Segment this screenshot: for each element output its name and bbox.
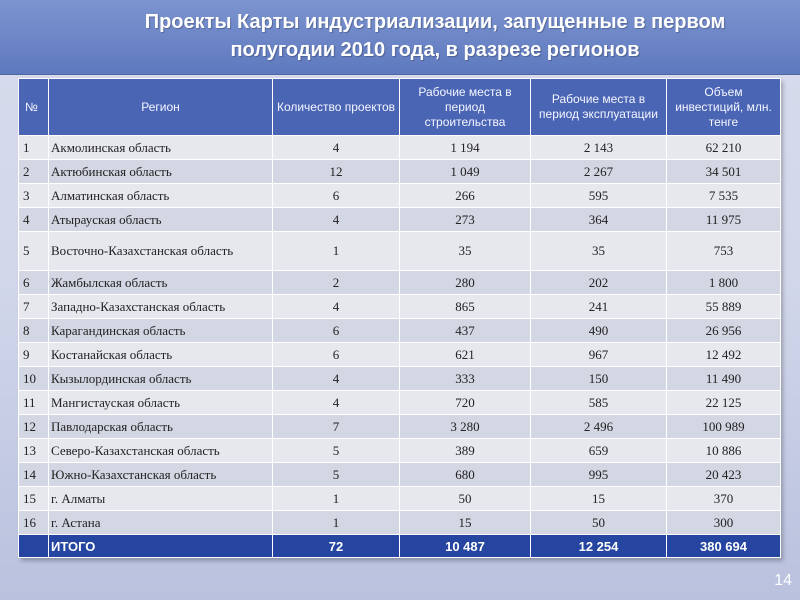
table-row xyxy=(19,487,781,511)
cell-jobs-construction: 15 xyxy=(400,511,531,535)
table-header-row xyxy=(19,79,781,136)
cell-jobs-construction: 266 xyxy=(400,184,531,208)
cell-num: 9 xyxy=(19,343,49,367)
cell-projects: 4 xyxy=(273,208,400,232)
cell-investment: 300 xyxy=(667,511,781,535)
cell-region: Актюбинская область xyxy=(49,160,273,184)
cell-region: Павлодарская область xyxy=(49,415,273,439)
title-bar xyxy=(0,0,800,75)
header-jobs-operation xyxy=(531,79,667,136)
table-row xyxy=(19,208,781,232)
table-row xyxy=(19,511,781,535)
cell-region: Западно-Казахстанская область xyxy=(49,295,273,319)
cell-jobs-construction: 3 280 xyxy=(400,415,531,439)
total-investment: 380 694 xyxy=(667,535,781,558)
cell-jobs-operation: 15 xyxy=(531,487,667,511)
regions-table-wrapper xyxy=(18,78,780,558)
cell-jobs-operation: 35 xyxy=(531,232,667,271)
cell-jobs-construction: 865 xyxy=(400,295,531,319)
cell-region: Мангистауская область xyxy=(49,391,273,415)
cell-jobs-construction: 1 049 xyxy=(400,160,531,184)
cell-jobs-construction: 333 xyxy=(400,367,531,391)
slide-title-line1: Проекты Карты индустриализации, запущенные в первом xyxy=(144,11,726,33)
table-row xyxy=(19,439,781,463)
cell-num: 14 xyxy=(19,463,49,487)
cell-num: 12 xyxy=(19,415,49,439)
cell-jobs-operation: 585 xyxy=(531,391,667,415)
table-row xyxy=(19,184,781,208)
cell-investment: 20 423 xyxy=(667,463,781,487)
header-num: № xyxy=(19,79,49,136)
cell-num: 8 xyxy=(19,319,49,343)
cell-region: Костанайская область xyxy=(49,343,273,367)
cell-projects: 7 xyxy=(273,415,400,439)
cell-region: Атырауская область xyxy=(49,208,273,232)
cell-projects: 4 xyxy=(273,136,400,160)
cell-jobs-operation: 595 xyxy=(531,184,667,208)
cell-investment: 11 975 xyxy=(667,208,781,232)
cell-projects: 5 xyxy=(273,439,400,463)
cell-num: 15 xyxy=(19,487,49,511)
cell-jobs-operation: 202 xyxy=(531,271,667,295)
cell-num: 2 xyxy=(19,160,49,184)
cell-investment: 10 886 xyxy=(667,439,781,463)
cell-region: Северо-Казахстанская область xyxy=(49,439,273,463)
cell-jobs-construction: 720 xyxy=(400,391,531,415)
table-body xyxy=(19,136,781,535)
header-investment xyxy=(667,79,781,136)
cell-num: 16 xyxy=(19,511,49,535)
cell-projects: 1 xyxy=(273,487,400,511)
cell-region: Карагандинская область xyxy=(49,319,273,343)
cell-num: 7 xyxy=(19,295,49,319)
cell-projects: 6 xyxy=(273,184,400,208)
slide-title-line2: полугодии 2010 года, в разрезе регионов xyxy=(230,39,640,61)
cell-jobs-construction: 280 xyxy=(400,271,531,295)
cell-investment: 62 210 xyxy=(667,136,781,160)
table-row xyxy=(19,463,781,487)
cell-region: Акмолинская область xyxy=(49,136,273,160)
cell-jobs-construction: 50 xyxy=(400,487,531,511)
table-row xyxy=(19,295,781,319)
cell-num: 1 xyxy=(19,136,49,160)
header-investment-label: Объем инвестиций, млн. тенге xyxy=(675,84,772,129)
cell-investment: 11 490 xyxy=(667,367,781,391)
cell-num: 13 xyxy=(19,439,49,463)
table-row xyxy=(19,160,781,184)
cell-jobs-operation: 967 xyxy=(531,343,667,367)
cell-jobs-operation: 659 xyxy=(531,439,667,463)
cell-jobs-construction: 35 xyxy=(400,232,531,271)
header-jobs-construction-label: Рабочие места в период строительства xyxy=(418,84,512,129)
cell-projects: 1 xyxy=(273,511,400,535)
cell-investment: 100 989 xyxy=(667,415,781,439)
header-jobs-operation-label: Рабочие места в период эксплуатации xyxy=(539,92,658,121)
cell-investment: 34 501 xyxy=(667,160,781,184)
cell-num: 6 xyxy=(19,271,49,295)
cell-jobs-operation: 2 267 xyxy=(531,160,667,184)
cell-projects: 5 xyxy=(273,463,400,487)
cell-region: Алматинская область xyxy=(49,184,273,208)
table-row xyxy=(19,367,781,391)
cell-jobs-operation: 150 xyxy=(531,367,667,391)
header-jobs-construction xyxy=(400,79,531,136)
total-row xyxy=(19,535,781,558)
cell-jobs-operation: 50 xyxy=(531,511,667,535)
cell-investment: 7 535 xyxy=(667,184,781,208)
table-row xyxy=(19,319,781,343)
cell-jobs-construction: 273 xyxy=(400,208,531,232)
cell-num: 5 xyxy=(19,232,49,271)
slide-title xyxy=(95,8,775,64)
cell-jobs-operation: 995 xyxy=(531,463,667,487)
cell-jobs-operation: 2 143 xyxy=(531,136,667,160)
header-region: Регион xyxy=(49,79,273,136)
cell-investment: 22 125 xyxy=(667,391,781,415)
cell-projects: 1 xyxy=(273,232,400,271)
header-projects xyxy=(273,79,400,136)
cell-jobs-construction: 1 194 xyxy=(400,136,531,160)
cell-jobs-operation: 2 496 xyxy=(531,415,667,439)
cell-jobs-construction: 680 xyxy=(400,463,531,487)
cell-num: 10 xyxy=(19,367,49,391)
table-row xyxy=(19,136,781,160)
total-jobs-operation: 12 254 xyxy=(531,535,667,558)
cell-jobs-operation: 241 xyxy=(531,295,667,319)
cell-investment: 12 492 xyxy=(667,343,781,367)
cell-jobs-operation: 490 xyxy=(531,319,667,343)
cell-jobs-construction: 389 xyxy=(400,439,531,463)
cell-investment: 753 xyxy=(667,232,781,271)
total-projects: 72 xyxy=(273,535,400,558)
cell-investment: 370 xyxy=(667,487,781,511)
cell-projects: 12 xyxy=(273,160,400,184)
cell-region: Жамбылская область xyxy=(49,271,273,295)
cell-projects: 6 xyxy=(273,319,400,343)
cell-projects: 2 xyxy=(273,271,400,295)
table-row xyxy=(19,391,781,415)
table-row xyxy=(19,343,781,367)
page-number: 14 xyxy=(774,572,792,589)
cell-region: г. Алматы xyxy=(49,487,273,511)
cell-num: 11 xyxy=(19,391,49,415)
cell-jobs-construction: 621 xyxy=(400,343,531,367)
cell-num: 3 xyxy=(19,184,49,208)
cell-projects: 4 xyxy=(273,295,400,319)
total-label: ИТОГО xyxy=(49,535,273,558)
cell-jobs-operation: 364 xyxy=(531,208,667,232)
cell-projects: 4 xyxy=(273,367,400,391)
table-row xyxy=(19,232,781,271)
cell-projects: 4 xyxy=(273,391,400,415)
cell-region: Восточно-Казахстанская область xyxy=(49,232,273,271)
cell-investment: 26 956 xyxy=(667,319,781,343)
total-num xyxy=(19,535,49,558)
cell-projects: 6 xyxy=(273,343,400,367)
cell-jobs-construction: 437 xyxy=(400,319,531,343)
cell-num: 4 xyxy=(19,208,49,232)
header-projects-label: Количество проектов xyxy=(276,99,396,114)
regions-table xyxy=(18,78,781,558)
cell-investment: 55 889 xyxy=(667,295,781,319)
cell-region: г. Астана xyxy=(49,511,273,535)
cell-region: Кызылординская область xyxy=(49,367,273,391)
total-jobs-construction: 10 487 xyxy=(400,535,531,558)
cell-investment: 1 800 xyxy=(667,271,781,295)
table-row xyxy=(19,415,781,439)
cell-region: Южно-Казахстанская область xyxy=(49,463,273,487)
table-row xyxy=(19,271,781,295)
